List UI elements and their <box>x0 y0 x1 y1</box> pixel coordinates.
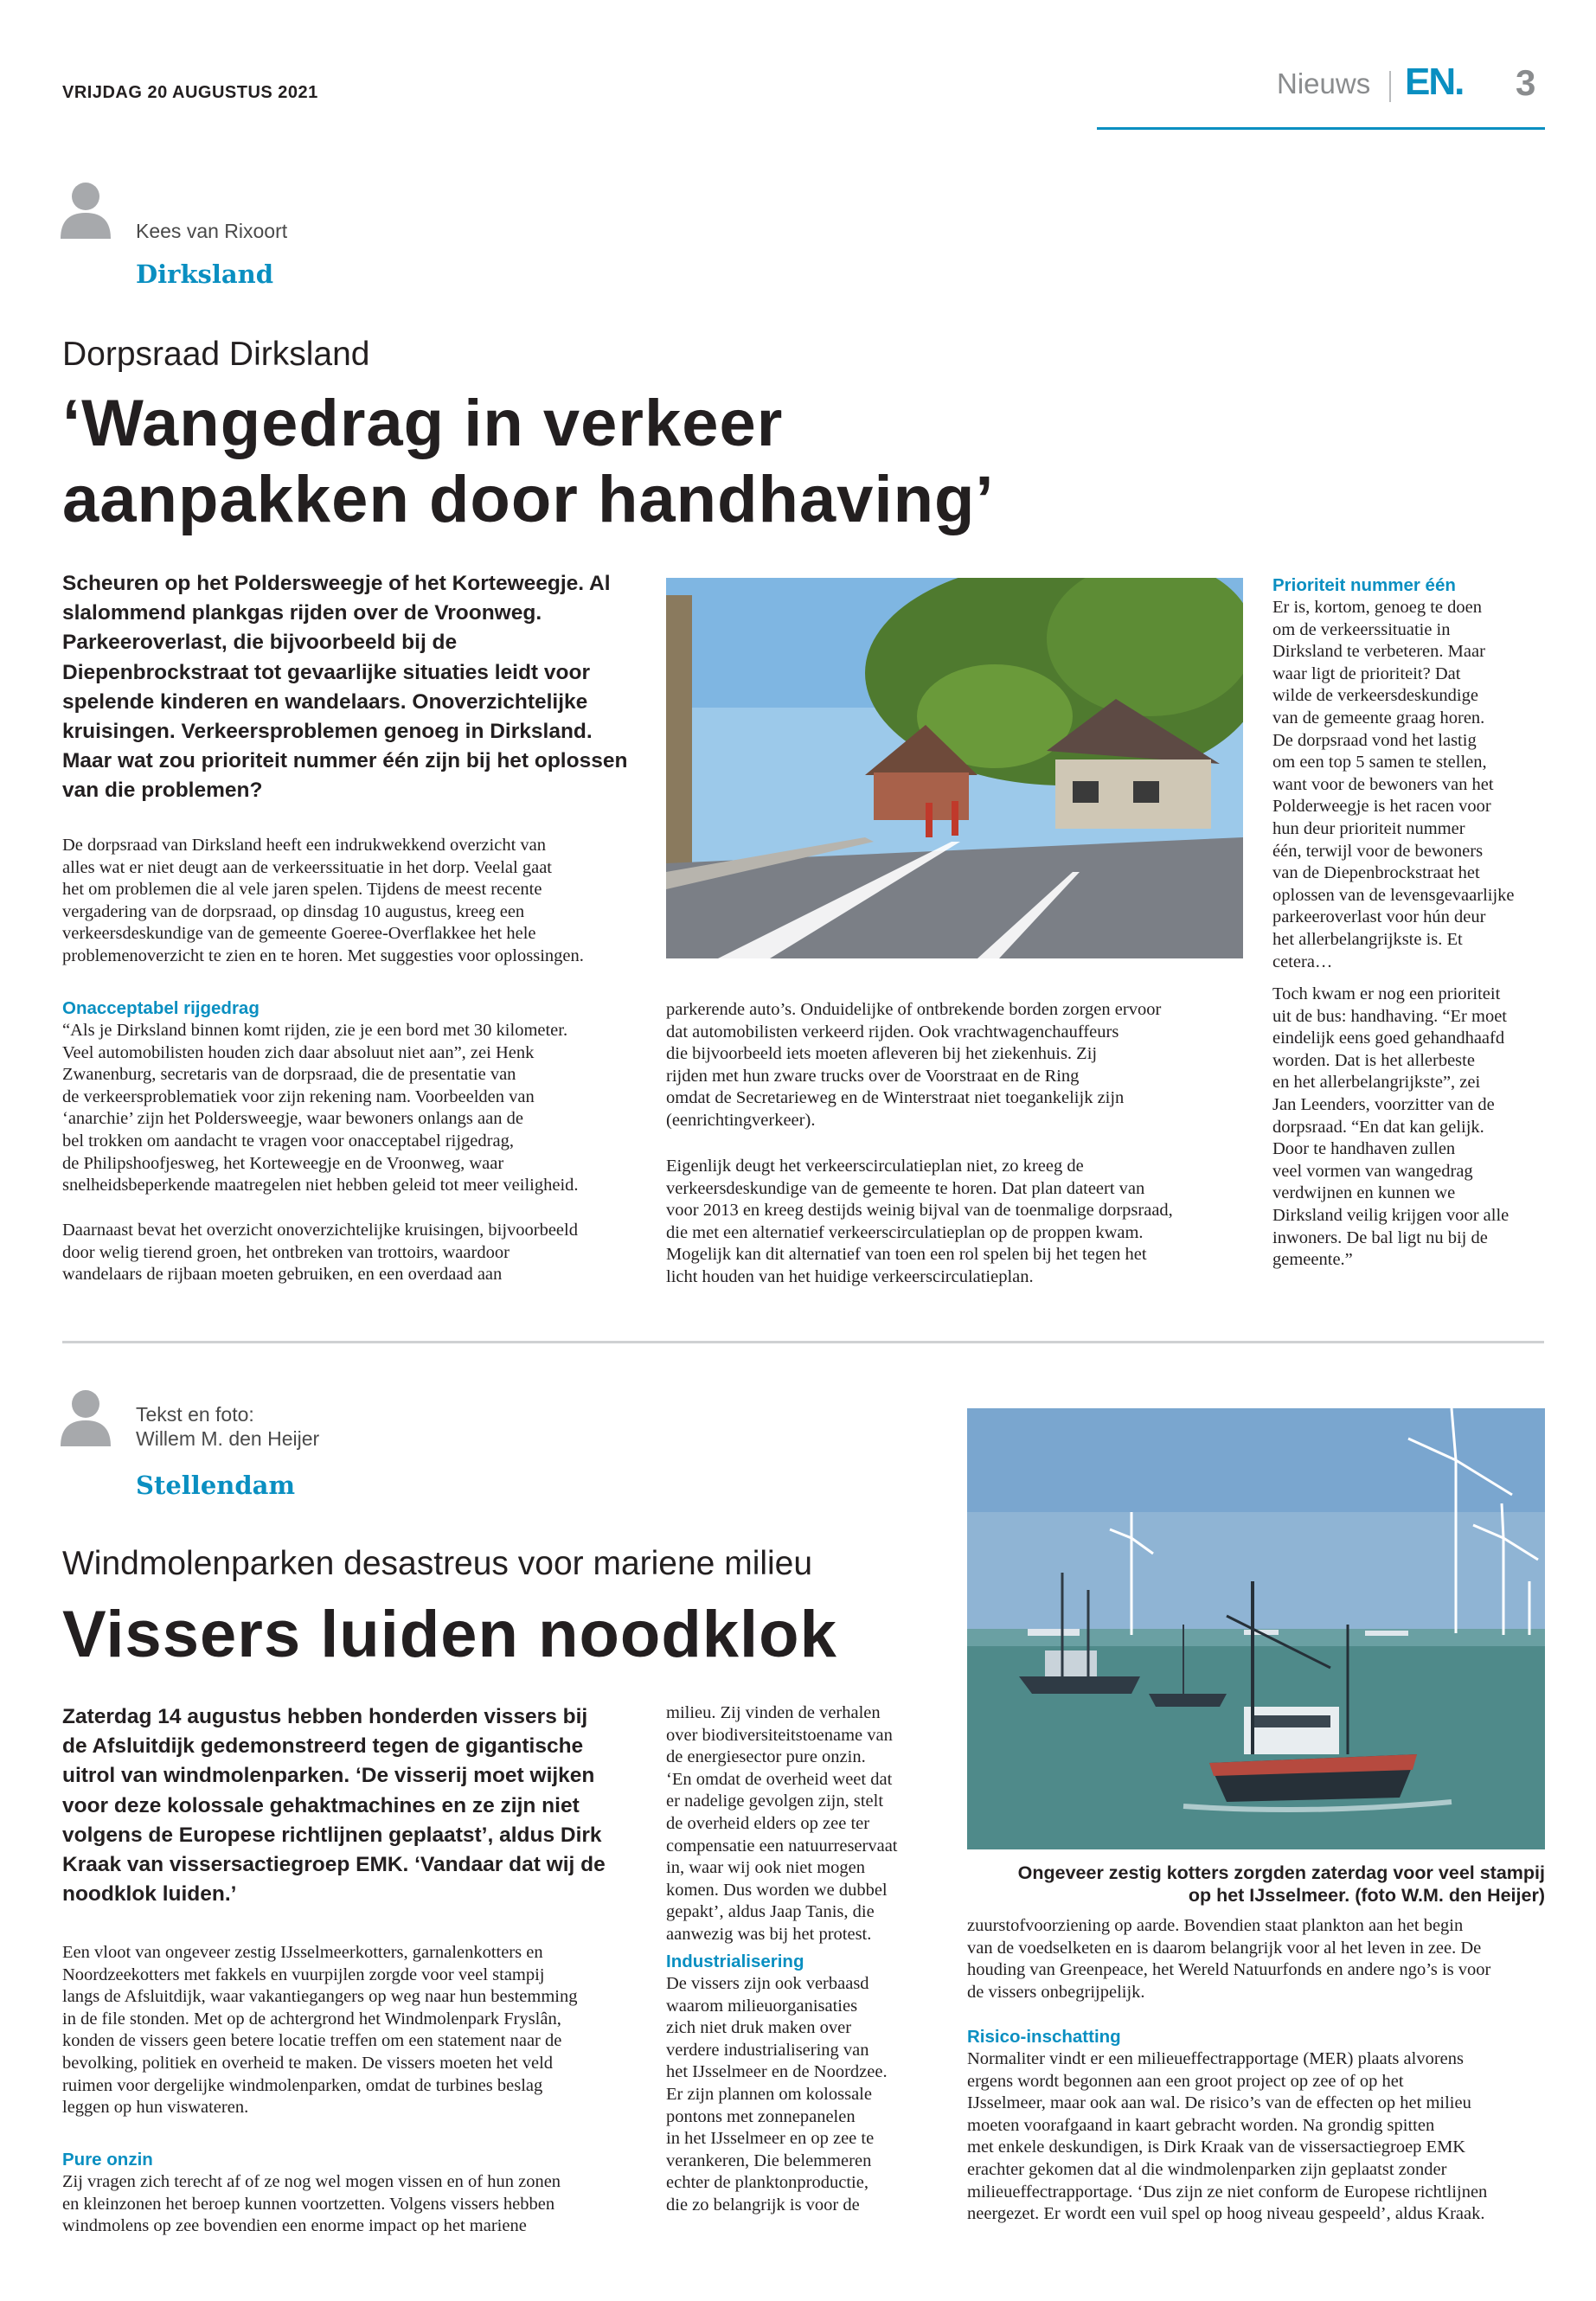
headline-line: ‘Wangedrag in verkeer <box>62 387 784 460</box>
caption-line: op het IJsselmeer. (foto W.M. den Heijer) <box>1188 1885 1545 1906</box>
article1-headline <box>62 386 1100 538</box>
article1-subhead-1: Onacceptabel rijgedrag <box>62 998 260 1018</box>
caption-line: Ongeveer zestig kotters zorgden zaterdag voor veel stampij <box>1017 1862 1545 1883</box>
headline-line: aanpakken door handhaving’ <box>62 463 995 536</box>
en-logo: EN. <box>1405 61 1464 103</box>
article1-body-2: “Als je Dirksland binnen komt rijden, zie je een bord met 30 kilometer. Veel automobilisten houden zich daar absoluut niet aan”, zei Henk Zwanenburg, secretaris van de dorpsraad, die de presentatie van de verkeersproblematiek voor zijn rekening nam. Voorbeelden van ‘anarchie’ zijn het Poldersweegje, waar bewoners onlangs aan de bel trokken om aandacht te vragen voor onacceptabel rijgedrag, de Philipshoofjesweg, het Korteweegje en de Vroonweg, waar snelheidsbeperkende maatregelen niet hebben geleid tot meer veiligheid. <box>62 1021 579 1195</box>
article2-body-5: zuurstofvoorziening op aarde. Bovendien staat plankton aan het begin van de voedselketen en is daarom belangrijk voor al het leven in zee. De houding van Greenpeace, het Wereld Natuurfonds en andere ngo’s is voor de vissers onbegrijpelijk. <box>967 1916 1491 2002</box>
article1-location: Dirksland <box>136 260 274 289</box>
article2-author-line1: Tekst en foto: <box>136 1403 254 1426</box>
article1-body-5: Eigenlijk deugt het verkeerscirculatieplan niet, zo kreeg de verkeersdeskundige van de gemeente te horen. Dat plan dateert van voor 2013 en kreeg destijds weinig bijval van de toenmalige dorpsraad, die met een alternatief verkeerscirculatieplan op de proppen kwam. Mogelijk kan dit alternatief van toen een rol spelen bij het tegen het licht houden van het huidige verkeerscirculatieplan. <box>666 1157 1173 1286</box>
article2-body-2: Zij vragen zich terecht af of ze nog wel mogen vissen en of hun zonen en kleinzonen het beroep kunnen voortzetten. Volgens vissers hebben windmolens op zee bovendien een enorme impact op het mariene <box>62 2172 561 2236</box>
page-number: 3 <box>1516 62 1536 103</box>
article1-body-4: parkerende auto’s. Onduidelijke of ontbrekende borden zorgen ervoor dat automobilisten verkeerd rijden. Ook vrachtwagenchauffeurs die bijvoorbeeld iets moeten afleveren bij het ziekenhuis. Zij rijden met hun zware trucks over de Voorstraat en de Ring omdat de Secretarieweg en de Winterstraat niet toegankelijk zijn (eenrichtingverkeer). <box>666 1000 1162 1130</box>
article1-body-1: De dorpsraad van Dirksland heeft een indrukwekkend overzicht van alles wat er niet deugt aan de verkeerssituatie in het dorp. Veelal gaat het om problemen die al vele jaren spelen. Tijdens de meest recente vergadering van de dorpsraad, op dinsdag 10 augustus, kreeg een verkeersdeskundige van de gemeente Goeree-Overflakkee het hele problemenoverzicht te zien en te horen. Met suggesties voor oplossingen. <box>62 836 584 965</box>
header-separator <box>1389 71 1391 102</box>
article1-author: Kees van Rixoort <box>136 220 288 242</box>
author-avatar-icon <box>61 1389 111 1446</box>
article2-kicker: Windmolenparken desastreus voor mariene milieu <box>62 1545 813 1582</box>
article2-body-6: Normaliter vindt er een milieueffectrapportage (MER) plaats alvorens ergens wordt begonnen aan een groot project op zee of op het IJsselmeer, maar ook aan wal. De risico’s van de effecten op het milieu moeten voorafgaand in kaart gebracht worden. Na grondig spitten met enkele deskundigen, is Dirk Kraak van de vissersactiegroep EMK erachter gekomen dat al die windmolenparken zijn geplaatst zonder milieueffectrapportage. ‘Dus zijn ze niet conform de Europese richtlijnen neergezet. Er wordt een vuil spel op hoog niveau gespeeld’, aldus Kraak. <box>967 2049 1488 2224</box>
article2-location: Stellendam <box>136 1471 296 1500</box>
article2-subhead-3: Risico-inschatting <box>967 2027 1121 2047</box>
fishing-boats-photo <box>967 1408 1545 1849</box>
article1-lead: Scheuren op het Poldersweegje of het Korteweegje. Al slalommend plankgas rijden over de Vroonweg. Parkeeroverlast, die bijvoorbeeld bij de Diepenbrockstraat tot gevaarlijke situaties leidt voor spelende kinderen en wandelaars. Onoverzichtelijke kruisingen. Verkeersproblemen genoeg in Dirksland. Maar wat zou prioriteit nummer één zijn bij het oplossen van die problemen? <box>62 572 628 803</box>
article2-subhead-2: Industrialisering <box>666 1952 804 1971</box>
article2-subhead-1: Pure onzin <box>62 2150 153 2170</box>
article2-body-1: Een vloot van ongeveer zestig IJsselmeerkotters, garnalenkotters en Noordzeekotters met fakkels en vuurpijlen zorgde voor veel stampij langs de Afsluitdijk, waar vakantiegangers op weg naar hun bestemming in de file stonden. Met op de achtergrond het Windmolenpark Fryslân, konden de vissers geen betere locatie treffen om een statement naar de bevolking, politiek en overheid te maken. De vissers moeten het veld ruimen voor dergelijke windmolenparken, omdat de turbines beslag leggen op hun viswateren. <box>62 1943 578 2118</box>
street-photo <box>666 578 1243 958</box>
issue-date: VRIJDAG 20 AUGUSTUS 2021 <box>62 83 318 102</box>
article1-body-7: Toch kwam er nog een prioriteit uit de bus: handhaving. “Er moet eindelijk eens goed gehandhaafd worden. Dat is het allerbeste en het allerbelangrijkste”, zei Jan Leenders, voorzitter van de dorpsraad. “En dat kan gelijk. Door te handhaven zullen veel vormen van wangedrag verdwijnen en kunnen we Dirksland veilig krijgen voor alle inwoners. De bal ligt nu bij de gemeente.” <box>1272 984 1509 1270</box>
photo-caption <box>967 1862 1545 1907</box>
article1-subhead-2: Prioriteit nummer één <box>1272 575 1456 595</box>
article-divider <box>62 1341 1544 1343</box>
section-label: Nieuws <box>1277 67 1371 99</box>
article1-kicker: Dorpsraad Dirksland <box>62 336 370 373</box>
article2-lead: Zaterdag 14 augustus hebben honderden vissers bij de Afsluitdijk gedemonstreerd tegen de gigantische uitrol van windmolenparken. ‘De visserij moet wijken voor deze kolossale gehaktmachines en ze zijn niet volgens de Europese richtlijnen geplaatst’, aldus Dirk Kraak van vissersactiegroep EMK. ‘Vandaar dat wij de noodklok luiden.’ <box>62 1705 606 1907</box>
article2-body-3: milieu. Zij vinden de verhalen over biodiversiteitstoename van de energiesector pure onzin. ‘En omdat de overheid weet dat er nadelige gevolgen zijn, stelt de overheid elders op zee ter compensatie een natuurreservaat in, waar wij ook niet mogen komen. Dus worden we dubbel gepakt’, aldus Jaap Tanis, die aanwezig was bij het protest. <box>666 1703 898 1944</box>
header-rule <box>1097 127 1545 130</box>
article1-body-3: Daarnaast bevat het overzicht onoverzichtelijke kruisingen, bijvoorbeeld door welig tierend groen, het ontbreken van trottoirs, waardoor wandelaars de rijbaan moeten gebruiken, en een overdaad aan <box>62 1221 578 1285</box>
article2-body-4: De vissers zijn ook verbaasd waarom milieuorganisaties zich niet druk maken over verdere industrialisering van het IJsselmeer en de Noordzee. Er zijn plannen om kolossale pontons met zonnepanelen in het IJsselmeer en op zee te verankeren, Die belemmeren echter de planktonproductie, die zo belangrijk is voor de <box>666 1974 888 2214</box>
article2-author-line2: Willem M. den Heijer <box>136 1427 320 1450</box>
article1-body-6: Er is, kortom, genoeg te doen om de verkeerssituatie in Dirksland te verbeteren. Maar waar ligt de prioriteit? Dat wilde de verkeersdeskundige van de gemeente graag horen. De dorpsraad vond het lastig om een top 5 samen te stellen, want voor de bewoners van het Polderweegje is het racen voor hun deur prioriteit nummer één, terwijl voor de bewoners van de Diepenbrockstraat het oplossen van de levensgevaarlijke parkeeroverlast voor hún deur het allerbelangrijkste is. Et cetera… <box>1272 598 1515 971</box>
author-avatar-icon <box>61 182 111 239</box>
article2-headline: Vissers luiden noodklok <box>62 1598 837 1671</box>
